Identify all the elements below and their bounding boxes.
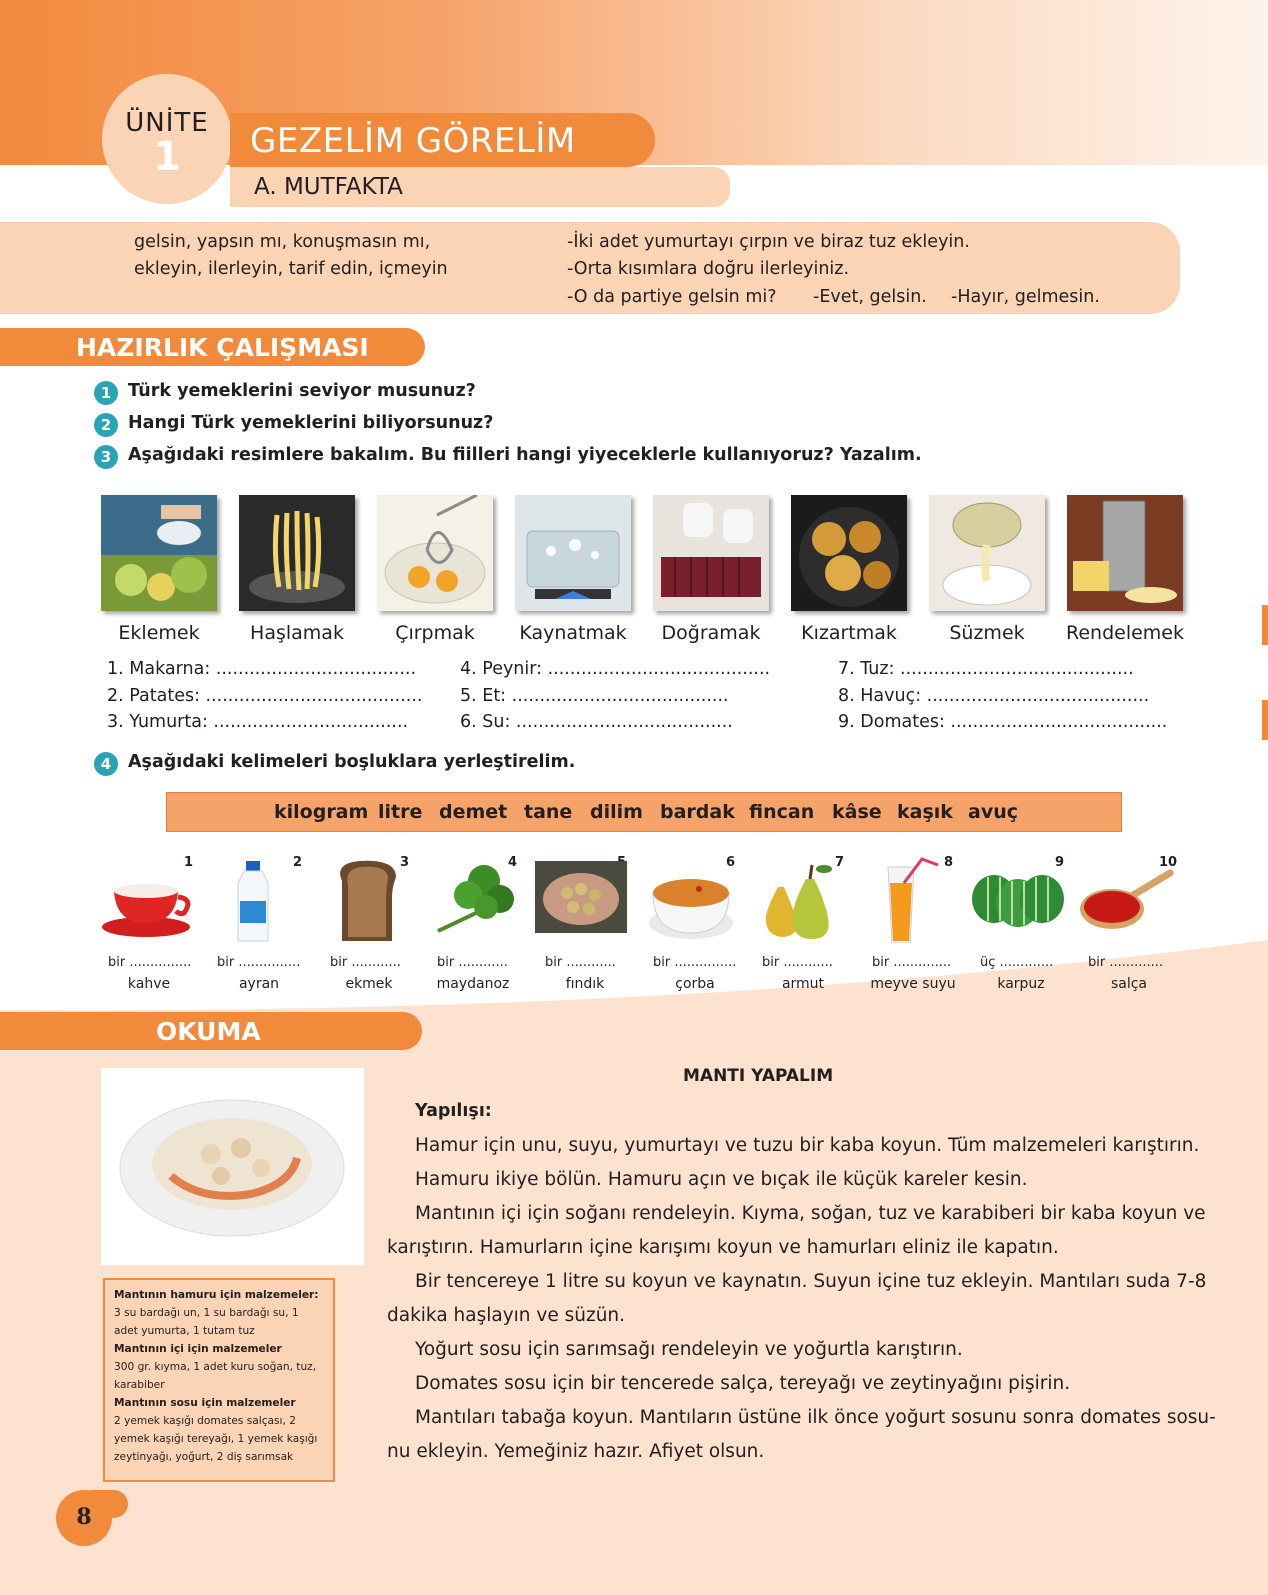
item-noun: ayran [238,976,280,992]
verb-label: Kızartmak [801,622,897,644]
item-number: 6 [726,855,736,870]
item-number: 10 [1159,855,1178,870]
recipe-line: Hamur için unu, suyu, yumurtayı ve tuzu bir kaba koyun. Tüm malzemeleri karıştırın. [415,1135,1200,1156]
verb-label: Süzmek [949,622,1025,644]
item-prefix: bir ............ [545,955,616,970]
item-number: 4 [508,855,518,870]
item-noun: armut [781,976,825,992]
recipe-subtitle: Yapılışı: [415,1101,492,1121]
verb-label: Çırpmak [395,622,475,644]
soup-bowl-icon [645,857,741,943]
item-prefix: bir ............ [762,955,833,970]
item-prefix: bir .............. [872,955,952,970]
question-number: 1 [94,381,118,405]
bread-slice-icon [320,857,416,943]
section-title-hazirlik: HAZIRLIK ÇALIŞMASI [76,333,369,362]
verb-label: Kaynatmak [519,622,627,644]
ingredients-box [103,1278,335,1482]
example-sentence: -Orta kısımlara doğru ilerleyiniz. [567,259,850,279]
unit-title: GEZELİM GÖRELİM [250,121,576,161]
ingredients-heading: Mantının hamuru için malzemeler: [114,1289,319,1301]
ingredients-line: karabiber [114,1379,165,1391]
word-bank-item: kaşık [897,801,953,823]
fill-in-item: 3. Yumurta: ................................... [107,712,409,732]
item-noun: karpuz [997,976,1045,992]
photo-whisking-eggs [377,495,493,611]
item-number: 2 [293,855,303,870]
item-prefix: üç ............. [980,955,1054,970]
item-number: 1 [184,855,194,870]
recipe-line: dakika haşlayın ve süzün. [387,1305,626,1326]
item-prefix: bir ............. [1088,955,1164,970]
recipe-line: Domates sosu için bir tencerede salça, tereyağı ve zeytinyağını pişirin. [415,1373,1071,1394]
example-dialog: -Hayır, gelmesin. [951,287,1100,307]
item-noun: meyve suyu [870,976,956,992]
verb-label: Rendelemek [1066,622,1184,644]
recipe-line: karıştırın. Hamurların içine karışımı koyun ve hamurları eliniz ile kapatın. [387,1237,1059,1258]
item-noun: çorba [675,976,715,992]
question-number: 2 [94,413,118,437]
unit-badge [102,74,232,204]
parsley-icon [428,857,524,943]
hazelnut-hand-icon [533,857,629,943]
word-bank-item: litre [378,801,423,823]
word-bank-item: demet [439,801,508,823]
ingredients-line: yemek kaşığı tereyağı, 1 yemek kaşığı [114,1433,318,1445]
ingredients-heading: Mantının sosu için malzemeler [114,1397,296,1409]
photo-manti-plate [101,1068,364,1265]
grammar-word-list: gelsin, yapsın mı, konuşmasın mı, [134,232,431,252]
grammar-word-list: ekleyin, ilerleyin, tarif edin, içmeyin [134,259,448,279]
photo-boiling-pasta [239,495,355,611]
recipe-line: Bir tencereye 1 litre su koyun ve kaynatın. Suyun içine tuz ekleyin. Mantıları suda 7-8 [415,1271,1207,1292]
item-prefix: bir ............... [108,955,192,970]
question-text: Aşağıdaki resimlere bakalım. Bu fiilleri hangi yiyeceklerle kullanıyoruz? Yazalım. [128,445,922,465]
item-number: 9 [1055,855,1065,870]
recipe-title: MANTI YAPALIM [683,1066,834,1086]
coffee-cup-icon [100,857,196,943]
question-text: Türk yemeklerini seviyor musunuz? [128,381,476,401]
watermelon-icon [970,857,1066,943]
fill-in-item: 8. Havuç: ........................................ [838,686,1150,706]
fill-in-item: 5. Et: ....................................... [460,686,729,706]
fill-in-item: 9. Domates: ....................................... [838,712,1168,732]
fill-in-item: 7. Tuz: .......................................... [838,659,1134,679]
fill-in-item: 1. Makarna: .................................... [107,659,417,679]
question-text: Aşağıdaki kelimeleri boşluklara yerleştirelim. [128,752,576,772]
photo-boiling-water [515,495,631,611]
photo-adding-salt [101,495,217,611]
section-title-okuma: OKUMA [156,1017,261,1046]
item-noun: fındık [565,976,605,992]
pear-icon [752,857,848,943]
ingredients-line: 2 yemek kaşığı domates salçası, 2 [114,1415,296,1427]
verb-label: Haşlamak [250,622,344,644]
ingredients-line: adet yumurta, 1 tutam tuz [114,1325,255,1337]
item-number: 7 [835,855,845,870]
item-number: 8 [944,855,954,870]
question-number: 3 [94,445,118,469]
recipe-line: Mantının içi için soğanı rendeleyin. Kıyma, soğan, tuz ve karabiberi bir kaba koyun ve [415,1203,1206,1224]
item-noun: salça [1110,976,1148,992]
photo-dicing-meat [653,495,769,611]
ingredients-line: zeytinyağı, yoğurt, 2 diş sarımsak [114,1451,294,1463]
item-number: 3 [400,855,410,870]
unit-subtitle: A. MUTFAKTA [254,174,403,200]
item-noun: maydanoz [436,976,510,992]
item-prefix: bir ............... [653,955,737,970]
item-prefix: bir ............... [217,955,301,970]
recipe-line: nu ekleyin. Yemeğiniz hazır. Afiyet olsun. [387,1441,765,1462]
photo-grating-cheese [1067,495,1183,611]
word-bank-item: dilim [590,801,643,823]
word-bank-item: fincan [749,801,815,823]
unit-word: ÜNİTE [125,108,209,138]
verb-label: Eklemek [118,622,200,644]
item-noun: kahve [127,976,171,992]
word-bank-item: bardak [660,801,735,823]
page-number: 8 [76,1504,92,1530]
unit-number: 1 [153,134,181,180]
tomato-paste-spoon-icon [1078,857,1174,943]
verb-label: Doğramak [661,622,761,644]
fill-in-item: 2. Patates: ....................................... [107,686,423,706]
word-bank-item: kilogram [274,801,369,823]
item-prefix: bir ............ [330,955,401,970]
example-sentence: -İki adet yumurtayı çırpın ve biraz tuz ekleyin. [567,232,970,252]
example-dialog: -Evet, gelsin. [813,287,927,307]
photo-straining [929,495,1045,611]
photo-frying-potatoes [791,495,907,611]
example-dialog: -O da partiye gelsin mi? [567,287,777,307]
recipe-line: Hamuru ikiye bölün. Hamuru açın ve bıçak ile küçük kareler kesin. [415,1169,1028,1190]
recipe-line: Mantıları tabağa koyun. Mantıların üstüne ilk önce yoğurt sosunu sonra domates sosu- [415,1407,1216,1428]
question-number: 4 [94,752,118,776]
recipe-line: Yoğurt sosu için sarımsağı rendeleyin ve yoğurtla karıştırın. [415,1339,963,1360]
word-bank-item: tane [524,801,573,823]
fill-in-item: 6. Su: ....................................... [460,712,733,732]
word-bank [166,792,1122,832]
ingredients-line: 300 gr. kıyma, 1 adet kuru soğan, tuz, [114,1361,317,1373]
word-bank-item: avuç [968,801,1018,823]
edge-mark [1262,700,1268,740]
fill-in-item: 4. Peynir: ........................................ [460,659,771,679]
ingredients-heading: Mantının içi için malzemeler [114,1343,282,1355]
juice-glass-icon [862,857,958,943]
ayran-bottle-icon [210,857,306,943]
edge-mark [1262,605,1268,645]
question-text: Hangi Türk yemeklerini biliyorsunuz? [128,413,494,433]
item-noun: ekmek [345,976,393,992]
item-prefix: bir ............ [437,955,508,970]
ingredients-line: 3 su bardağı un, 1 su bardağı su, 1 [114,1307,299,1319]
word-bank-item: kâse [832,801,882,823]
